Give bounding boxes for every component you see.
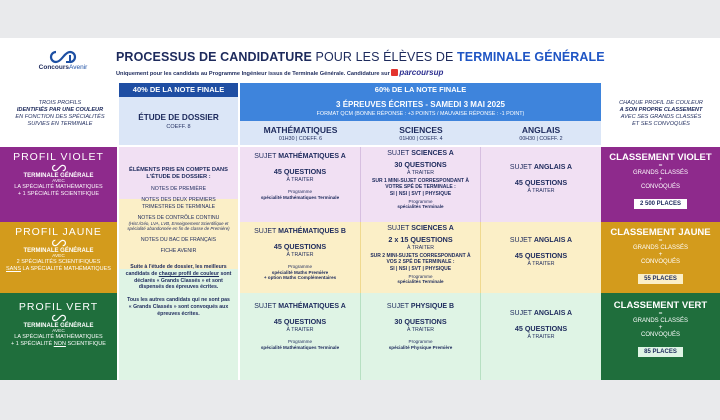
logo-text: ConcoursAvenir (38, 64, 88, 71)
places-badge: 2 500 PLACES (634, 199, 687, 209)
epreuves-title: 3 ÉPREUVES ÉCRITES - SAMEDI 3 MAI 2025 (336, 100, 505, 109)
etude-header (119, 97, 238, 145)
dossier-item: NOTES DU BAC DE FRANÇAIS (140, 236, 217, 243)
question-count: 30 QUESTIONS (394, 317, 447, 326)
cell-jaune-sciences: SUJET SCIENCES A 2 x 15 QUESTIONS À TRAITER SUR 2 MINI-SUJETS CORRESPONDANT À VOS 2 SPÉ DE TERMINALE : SI | NSI | SVT | PHYSIQUE Programme spécialités Terminale (361, 222, 481, 293)
subject-info: 00H30 | COEFF. 2 (519, 136, 563, 142)
profile-name: PROFIL VIOLET (13, 151, 104, 163)
subject-sciences (361, 121, 481, 145)
profile-jaune (0, 222, 117, 293)
dossier-convoques: Tous les autres candidats qui ne sont pas « Grands Classés » sont convoqués aux épreuves écrites. (127, 297, 230, 317)
dossier-item-detail: (Hist./Géo, LVA, LVB, Enseignement Scientifique et spécialité abandonnée en fin de classe de Première) (127, 221, 230, 232)
cell-violet-maths: SUJET MATHÉMATIQUES A 45 QUESTIONS À TRAITER Programme spécialité Mathématiques Terminale (240, 147, 361, 222)
ranking-title: CLASSEMENT JAUNE (610, 227, 711, 238)
profile-spec: LA SPÉCIALITÉ MATHÉMATIQUES (14, 184, 103, 190)
ranking-title: CLASSEMENT VERT (613, 300, 708, 311)
question-count: 45 QUESTIONS (514, 178, 568, 187)
cell-jaune-anglais: SUJET ANGLAIS A 45 QUESTIONS À TRAITER (481, 222, 601, 293)
profile-spec: 2 SPÉCIALITÉS SCIENTIFIQUES (16, 259, 101, 265)
question-count: 45 QUESTIONS (273, 317, 327, 326)
question-count: 45 QUESTIONS (514, 251, 568, 260)
profile-level: TERMINALE GÉNÉRALE (23, 173, 94, 179)
profile-spec: SANS LA SPÉCIALITÉ MATHÉMATIQUES (6, 265, 111, 272)
profile-name: PROFIL VERT (18, 301, 99, 313)
places-badge: 85 PLACES (638, 347, 683, 357)
cell-jaune-maths: SUJET MATHÉMATIQUES B 45 QUESTIONS À TRAITER Programme spécialité Maths Première + option Maths Complémentaires (240, 222, 361, 293)
cell-vert-anglais: SUJET ANGLAIS A 45 QUESTIONS À TRAITER (481, 293, 601, 380)
dossier-item: NOTES DES DEUX PREMIERS TRIMESTRES DE TERMINALE (141, 197, 216, 210)
profile-vert (0, 293, 117, 380)
subject-maths (240, 121, 361, 145)
infinity-logo-icon (51, 239, 67, 247)
dossier-heading: ÉLÉMENTS PRIS EN COMPTE DANS L'ÉTUDE DE DOSSIER : (129, 167, 228, 181)
profile-spec: LA SPÉCIALITÉ MATHÉMATIQUES (14, 334, 103, 340)
profile-name: PROFIL JAUNE (15, 226, 102, 238)
cell-violet-sciences: SUJET SCIENCES A 30 QUESTIONS À TRAITER SUR 1 MINI-SUJET CORRESPONDANT À VOTRE SPÉ DE TERMINALE : SI | NSI | SVT | PHYSIQUE Programme spécialités Terminale (361, 147, 481, 222)
question-count: 45 QUESTIONS (273, 167, 327, 176)
parcoursup-icon (391, 69, 398, 76)
profile-avec: AVEC (52, 329, 65, 334)
page-title: PROCESSUS DE CANDIDATURE POUR LES ÉLÈVES DE TERMINALE GÉNÉRALE (116, 50, 605, 64)
question-count: 45 QUESTIONS (514, 324, 568, 333)
right-note: CHAQUE PROFIL DE COULEUR A SON PROPRE CLASSEMENT AVEC SES GRANDS CLASSÉS ET SES CONVOQUÉS (619, 100, 703, 127)
cell-violet-anglais: SUJET ANGLAIS A 45 QUESTIONS À TRAITER (481, 147, 601, 222)
profile-level: TERMINALE GÉNÉRALE (23, 323, 94, 329)
subject-name: MATHÉMATIQUES (263, 125, 338, 135)
ranking-violet: CLASSEMENT VIOLET = GRANDS CLASSÉS + CONVOQUÉS 2 500 PLACES (601, 147, 720, 222)
dossier-item: NOTES DE PREMIÈRE (150, 186, 207, 193)
etude-coeff: COEFF. 8 (166, 124, 191, 130)
parcoursup-link[interactable]: parcoursup (399, 68, 444, 77)
subject-anglais (481, 121, 601, 145)
ranking-jaune: CLASSEMENT JAUNE = GRANDS CLASSÉS + CONVOQUÉS 55 PLACES (601, 222, 720, 293)
subject-name: SCIENCES (399, 125, 443, 135)
band-60-percent: 60% DE LA NOTE FINALE (240, 83, 601, 97)
infinity-logo-icon (51, 164, 67, 172)
infinity-logo-icon (51, 314, 67, 322)
profile-level: TERMINALE GÉNÉRALE (23, 248, 94, 254)
cell-vert-maths: SUJET MATHÉMATIQUES A 45 QUESTIONS À TRAITER Programme spécialité Mathématiques Terminale (240, 293, 361, 380)
epreuves-format: FORMAT QCM (BONNE RÉPONSE : +3 POINTS / MAUVAISE RÉPONSE : -1 POINT) (316, 111, 525, 117)
dossier-column (119, 147, 238, 380)
band-40-percent: 40% DE LA NOTE FINALE (119, 83, 238, 97)
logo[interactable] (28, 50, 98, 71)
dossier-grands-classes: Suite à l'étude de dossier, les meilleurs candidats de chaque profil de couleur sont déclarés « Grands Classés » et sont dispensés des épreuves écrites. (125, 264, 232, 291)
profile-violet (0, 147, 117, 222)
subtitle: Uniquement pour les candidats au Programme Ingénieur issus de Terminale Générale. Candidature sur parcoursup (116, 68, 444, 77)
profile-spec: + 1 SPÉCIALITÉ NON SCIENTIFIQUE (11, 340, 106, 347)
header (0, 46, 720, 80)
profile-avec: AVEC (52, 179, 65, 184)
cell-vert-sciences: SUJET PHYSIQUE B 30 QUESTIONS À TRAITER Programme spécialité Physique Première (361, 293, 481, 380)
left-note: TROIS PROFILS IDENTIFIÉS PAR UNE COULEUR EN FONCTION DES SPÉCIALITÉS SUIVIES EN TERMINALE (15, 100, 105, 127)
question-count: 45 QUESTIONS (273, 242, 327, 251)
etude-title: ÉTUDE DE DOSSIER (138, 113, 219, 122)
ranking-vert: CLASSEMENT VERT = GRANDS CLASSÉS + CONVOQUÉS 85 PLACES (601, 293, 720, 380)
profile-spec: + 1 SPÉCIALITÉ SCIENTIFIQUE (17, 190, 100, 197)
subject-info: 01H00 | COEFF. 4 (399, 136, 443, 142)
question-count: 2 x 15 QUESTIONS (388, 235, 453, 244)
subject-name: ANGLAIS (521, 125, 561, 135)
dossier-item: FICHE AVENIR (160, 247, 197, 254)
profile-avec: AVEC (52, 254, 65, 259)
band-epreuves (240, 97, 601, 121)
dossier-item: NOTES DE CONTRÔLE CONTINU (137, 214, 220, 221)
question-count: 30 QUESTIONS (394, 160, 447, 169)
subject-info: 01H30 | COEFF. 6 (278, 136, 323, 142)
places-badge: 55 PLACES (638, 274, 683, 284)
ranking-title: CLASSEMENT VIOLET (609, 152, 712, 163)
infinity-logo-icon (48, 50, 78, 64)
